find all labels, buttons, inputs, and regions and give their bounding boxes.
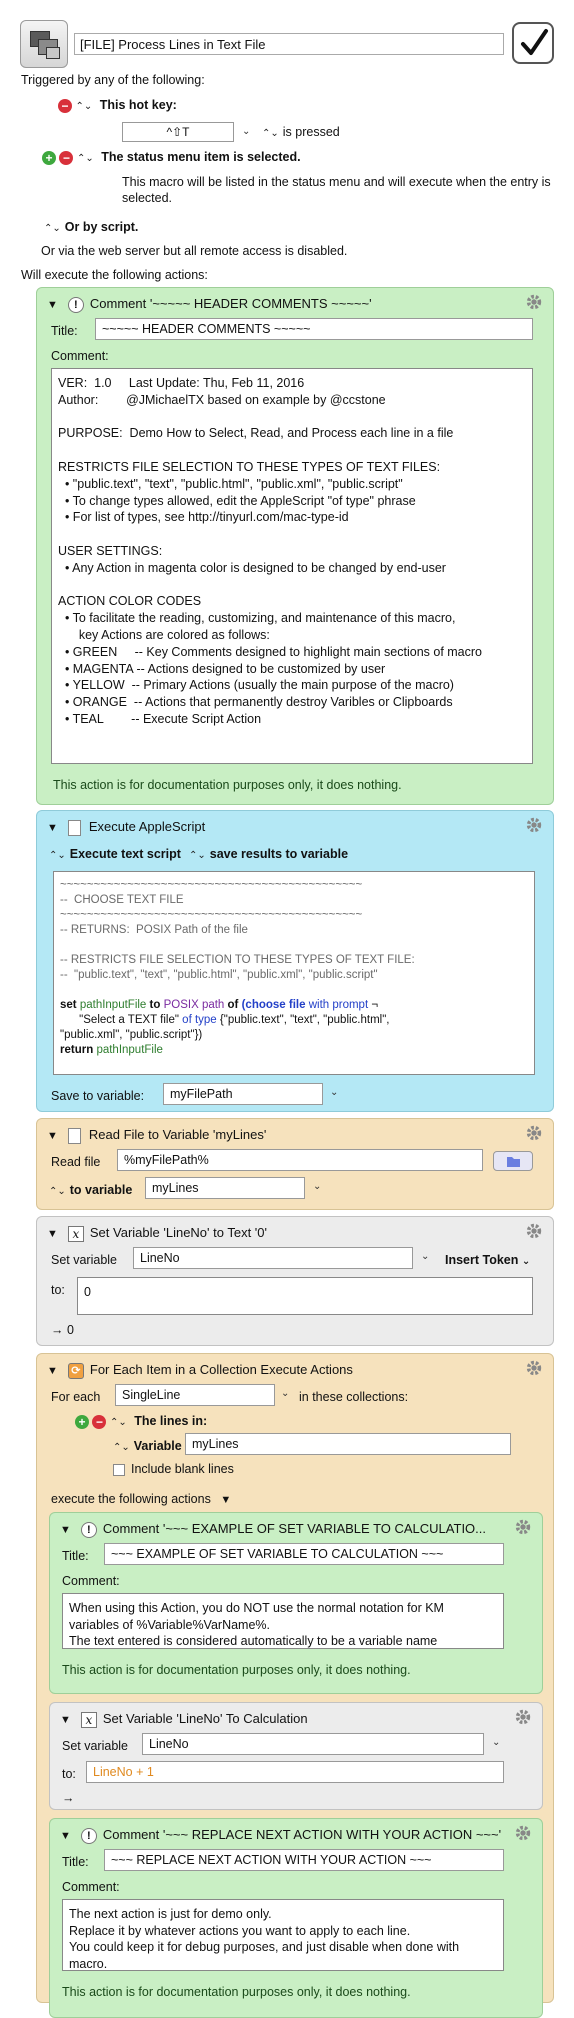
gear-icon[interactable] xyxy=(525,816,543,834)
macro-name-field[interactable]: [FILE] Process Lines in Text File xyxy=(74,33,504,55)
updown-icon[interactable]: ⌃⌄ xyxy=(76,153,94,164)
chevron-down-icon[interactable]: ⌄ xyxy=(281,1388,290,1399)
comment-label: Comment: xyxy=(62,1880,120,1894)
comment-icon: ! xyxy=(81,1828,97,1844)
documentation-note: This action is for documentation purposes only, it does nothing. xyxy=(62,1985,411,1999)
action-header[interactable] xyxy=(47,1362,353,1379)
code-line: ~~~~~~~~~~~~~~~~~~~~~~~~~~~~~~~~~~~~~~~~~~~~~ xyxy=(60,909,363,921)
execute-actions-label: execute the following actions xyxy=(51,1492,211,1506)
status-menu-trigger-row xyxy=(42,150,301,165)
collection-row xyxy=(75,1414,207,1429)
hotkey-state-label: is pressed xyxy=(282,125,340,139)
status-menu-label: The status menu item is selected. xyxy=(101,150,301,164)
lines-in-label: The lines in: xyxy=(134,1414,208,1428)
updown-icon[interactable]: ⌃⌄ xyxy=(109,1417,127,1428)
updown-icon: ⌃⌄ xyxy=(113,1442,130,1453)
remove-collection-icon[interactable]: − xyxy=(92,1415,106,1429)
disclosure-triangle-icon[interactable]: ▼ xyxy=(60,1524,71,1536)
chevron-down-icon[interactable]: ⌄ xyxy=(313,1181,322,1192)
title-label: Title: xyxy=(51,324,78,338)
code-line: -- RESTRICTS FILE SELECTION TO THESE TYPES OF TEXT FILE: xyxy=(60,954,415,966)
save-variable-field[interactable]: myFilePath xyxy=(163,1083,323,1105)
disclosure-triangle-icon[interactable]: ▼ xyxy=(60,1714,71,1726)
comment-label: Comment: xyxy=(62,1574,120,1588)
variable-type-label: Variable xyxy=(133,1439,182,1453)
comment-title-field[interactable]: ~~~ REPLACE NEXT ACTION WITH YOUR ACTION ~~~ xyxy=(104,1849,504,1871)
comment-label: Comment: xyxy=(51,349,109,363)
action-for-each[interactable] xyxy=(36,1353,554,2003)
action-header[interactable] xyxy=(60,1711,308,1728)
to-variable-field[interactable]: myLines xyxy=(145,1177,305,1199)
comment-text-area[interactable]: VER: 1.0 Last Update: Thu, Feb 11, 2016 Author: @JMichaelTX based on example by @ccstone PURPOSE: Demo How to Select, Read, and Process each line in a file RESTRICTS FILE SELECTION TO THESE TYPES OF TEXT FILES: • "public.text", "text", "public.html", "public.xml", "public.script" • To change types allowed, edit the AppleScript "of type" phrase • For list of types, see http://tinyurl.com/mac-type-id USER SETTINGS: • Any Action in magenta color is designed to be changed by end-user ACTION COLOR CODES • To facilitate the reading, customizing, and maintenance of this macro, key Actions are colored as follows: • GREEN -- Key Comments designed to highlight main sections of macro • MAGENTA -- Actions designed to be customized by user • YELLOW -- Primary Actions (usually the main purpose of the macro) • ORANGE -- Actions that permanently destroy Varibles or Clipboards • TEAL -- Execute Script Action xyxy=(51,368,533,764)
to-label: to: xyxy=(62,1767,76,1781)
collection-type-select[interactable] xyxy=(113,1439,182,1453)
set-variable-field[interactable]: LineNo xyxy=(133,1247,413,1269)
add-collection-icon[interactable]: + xyxy=(75,1415,89,1429)
code-variable: pathInputFile xyxy=(79,999,147,1011)
insert-token-label: Insert Token xyxy=(445,1253,519,1267)
disclosure-triangle-icon[interactable]: ▼ xyxy=(47,1365,58,1377)
action-title: For Each Item in a Collection Execute Actions xyxy=(89,1362,353,1377)
script-mode-label: Execute text script xyxy=(69,847,181,861)
action-title: Set Variable 'LineNo' To Calculation xyxy=(102,1711,308,1726)
gear-icon[interactable] xyxy=(514,1518,532,1536)
code-string: "public.xml", "public.script"}) xyxy=(60,1029,203,1041)
comment-icon: ! xyxy=(81,1522,97,1538)
set-variable-field[interactable]: LineNo xyxy=(142,1733,484,1755)
code-command: (choose file xyxy=(241,999,306,1011)
by-script-row[interactable] xyxy=(44,220,138,234)
disclosure-triangle-icon[interactable]: ▼ xyxy=(47,822,58,834)
for-each-label: For each xyxy=(51,1390,101,1404)
macro-enable-checkbox[interactable] xyxy=(512,22,554,64)
code-line: ~~~~~~~~~~~~~~~~~~~~~~~~~~~~~~~~~~~~~~~~~~~~~ xyxy=(60,879,363,891)
script-icon xyxy=(68,820,81,836)
action-header[interactable] xyxy=(47,1225,267,1242)
file-icon xyxy=(68,1128,81,1144)
action-comment-replace[interactable] xyxy=(49,1818,543,2018)
action-header[interactable] xyxy=(47,1127,266,1144)
gear-icon[interactable] xyxy=(514,1824,532,1842)
action-set-variable-text[interactable] xyxy=(36,1216,554,1346)
code-continuation: ¬ xyxy=(371,999,379,1011)
action-title: Read File to Variable 'myLines' xyxy=(88,1127,267,1142)
gear-icon[interactable] xyxy=(525,1222,543,1240)
insert-token-menu[interactable] xyxy=(445,1253,530,1267)
to-variable-label: to variable xyxy=(69,1183,133,1197)
action-header[interactable] xyxy=(60,1827,501,1844)
action-header[interactable] xyxy=(47,296,372,313)
action-header[interactable] xyxy=(60,1521,486,1538)
updown-icon: ⌃⌄ xyxy=(44,223,61,234)
web-server-note: Or via the web server but all remote access is disabled. xyxy=(41,244,348,258)
checkmark-icon xyxy=(518,27,550,59)
set-variable-label: Set variable xyxy=(62,1739,129,1753)
collections-label: in these collections: xyxy=(299,1390,409,1404)
result-preview: → 0 xyxy=(51,1323,74,1337)
include-blank-label: Include blank lines xyxy=(131,1462,234,1476)
comment-text-area[interactable]: The next action is just for demo only. Replace it by whatever actions you want to apply to each line. You could keep it for debug purposes, and just disable when done with macro. xyxy=(62,1899,504,1971)
results-mode-label: save results to variable xyxy=(209,847,349,861)
comment-title-field[interactable]: ~~~ EXAMPLE OF SET VARIABLE TO CALCULATION ~~~ xyxy=(104,1543,504,1565)
comment-icon: ! xyxy=(68,297,84,313)
for-each-icon: ⟳ xyxy=(68,1363,84,1379)
results-mode-select[interactable] xyxy=(189,847,348,861)
gear-icon[interactable] xyxy=(525,1359,543,1377)
hotkey-trigger-row xyxy=(58,98,177,113)
include-blank-lines[interactable] xyxy=(113,1462,234,1476)
code-keyword: to xyxy=(149,999,161,1011)
title-label: Title: xyxy=(62,1855,89,1869)
code-line: -- "public.text", "text", "public.html", "public.xml", "public.script" xyxy=(60,969,378,981)
code-string: "Select a TEXT file" xyxy=(79,1014,179,1026)
action-header[interactable] xyxy=(47,819,205,836)
comment-title-field[interactable]: ~~~~~ HEADER COMMENTS ~~~~~ xyxy=(95,318,533,340)
to-variable-select[interactable] xyxy=(49,1183,132,1197)
title-label: Title: xyxy=(62,1549,89,1563)
code-string: {"public.text", "text", "public.html", xyxy=(219,1014,390,1026)
for-each-variable-field[interactable]: SingleLine xyxy=(115,1384,275,1406)
will-execute-label: Will execute the following actions: xyxy=(21,268,208,282)
execute-actions-row[interactable] xyxy=(51,1492,231,1506)
action-read-file[interactable] xyxy=(36,1118,554,1210)
status-menu-description: This macro will be listed in the status menu and will execute when the entry is selected. xyxy=(122,175,551,205)
action-comment-calculation[interactable] xyxy=(49,1512,543,1694)
hotkey-label: This hot key: xyxy=(99,98,177,112)
updown-icon: ⌃⌄ xyxy=(49,850,66,861)
triggered-by-label: Triggered by any of the following: xyxy=(21,73,205,87)
code-line: -- RETURNS: POSIX Path of the file xyxy=(60,924,248,936)
action-execute-applescript[interactable] xyxy=(36,810,554,1112)
action-set-variable-calculation[interactable] xyxy=(49,1702,543,1810)
remove-trigger-icon[interactable]: − xyxy=(59,151,73,165)
code-line: -- CHOOSE TEXT FILE xyxy=(60,894,184,906)
add-trigger-icon[interactable]: + xyxy=(42,151,56,165)
comment-text-area[interactable]: When using this Action, you do NOT use the normal notation for KM variables of %Variable%VarName%. The text entered is considered automatically to be a variable name xyxy=(62,1593,504,1649)
hotkey-state-select[interactable] xyxy=(262,125,340,139)
window-icon-part xyxy=(46,47,60,59)
include-blank-checkbox[interactable] xyxy=(113,1464,125,1476)
variable-icon: x xyxy=(68,1226,84,1242)
macro-icon[interactable] xyxy=(20,20,68,68)
documentation-note: This action is for documentation purposes only, it does nothing. xyxy=(62,1663,411,1677)
disclosure-triangle-icon[interactable]: ▼ xyxy=(47,299,58,311)
gear-icon[interactable] xyxy=(514,1708,532,1726)
chevron-down-icon[interactable]: ⌄ xyxy=(421,1251,430,1262)
script-editor[interactable] xyxy=(53,871,535,1075)
code-keyword: set xyxy=(60,999,77,1011)
text-value-field[interactable]: 0 xyxy=(77,1277,533,1315)
updown-icon: ⌃⌄ xyxy=(49,1186,66,1197)
code-command: with prompt xyxy=(308,999,369,1011)
folder-button[interactable] xyxy=(493,1151,533,1171)
remove-trigger-icon[interactable]: − xyxy=(58,99,72,113)
set-variable-label: Set variable xyxy=(51,1253,118,1267)
updown-icon: ⌃⌄ xyxy=(189,850,206,861)
calculation-field[interactable]: LineNo + 1 xyxy=(86,1761,504,1783)
folder-icon xyxy=(494,1152,532,1170)
gear-icon[interactable] xyxy=(525,1124,543,1142)
code-variable: pathInputFile xyxy=(96,1044,163,1056)
by-script-label: Or by script. xyxy=(64,220,139,234)
updown-icon[interactable]: ⌃⌄ xyxy=(75,101,93,112)
code-command: of type xyxy=(182,1014,217,1026)
code-keyword: return xyxy=(60,1044,94,1056)
gear-icon[interactable] xyxy=(525,293,543,311)
variable-icon: x xyxy=(81,1712,97,1728)
code-command: POSIX path xyxy=(163,999,225,1011)
action-title: Comment '~~~ EXAMPLE OF SET VARIABLE TO CALCULATIO... xyxy=(102,1521,486,1536)
to-label: to: xyxy=(51,1283,65,1297)
disclosure-triangle-icon[interactable]: ▼ xyxy=(60,1830,71,1842)
action-title: Execute AppleScript xyxy=(88,819,206,834)
save-variable-label: Save to variable: xyxy=(51,1089,145,1103)
action-title: Set Variable 'LineNo' to Text '0' xyxy=(89,1225,267,1240)
action-title: Comment '~~~~~ HEADER COMMENTS ~~~~~' xyxy=(89,296,372,311)
action-header-comment[interactable] xyxy=(36,287,554,805)
hotkey-field[interactable]: ^⇧T xyxy=(122,122,234,142)
disclosure-triangle-icon[interactable]: ▼ xyxy=(47,1228,58,1240)
chevron-down-icon: ⌄ xyxy=(521,1256,531,1267)
code-keyword: of xyxy=(227,999,239,1011)
chevron-down-icon[interactable]: ⌄ xyxy=(242,126,251,137)
result-preview: → xyxy=(62,1791,75,1805)
read-file-label: Read file xyxy=(51,1155,101,1169)
documentation-note: This action is for documentation purposes only, it does nothing. xyxy=(53,778,402,792)
action-title: Comment '~~~ REPLACE NEXT ACTION WITH YOUR ACTION ~~~' xyxy=(102,1827,502,1842)
read-file-path-field[interactable]: %myFilePath% xyxy=(117,1149,483,1171)
disclosure-triangle-icon[interactable]: ▼ xyxy=(220,1494,232,1506)
updown-icon: ⌃⌄ xyxy=(262,128,279,139)
disclosure-triangle-icon[interactable]: ▼ xyxy=(47,1130,58,1142)
script-mode-select[interactable] xyxy=(49,847,181,861)
chevron-down-icon[interactable]: ⌄ xyxy=(492,1737,501,1748)
chevron-down-icon[interactable]: ⌄ xyxy=(330,1087,339,1098)
collection-variable-field[interactable]: myLines xyxy=(185,1433,511,1455)
